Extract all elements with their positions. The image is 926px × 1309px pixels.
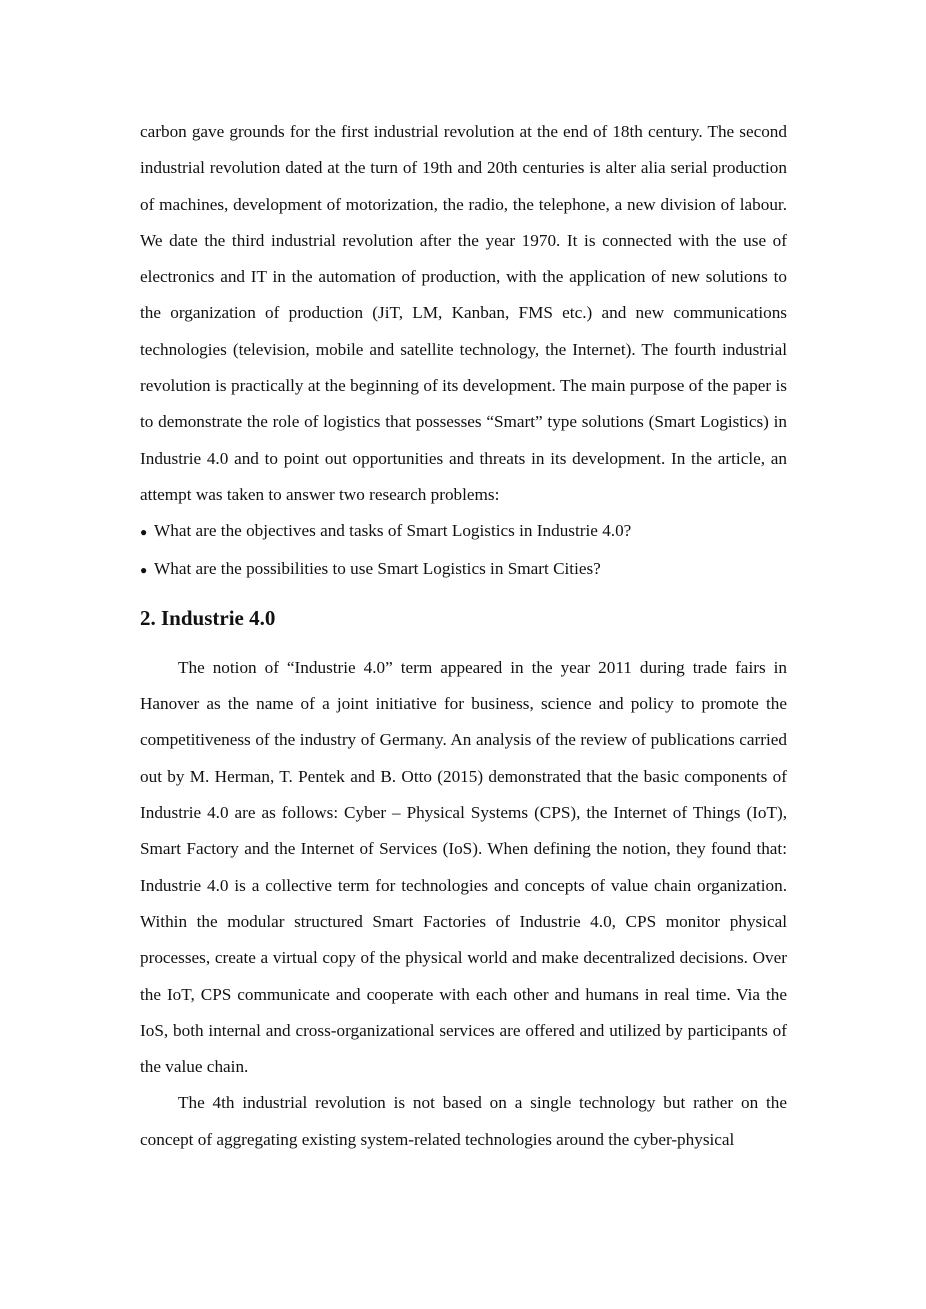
list-item [140,513,787,550]
research-question-1: What are the objectives and tasks of Smart Logistics in Industrie 4.0? [154,521,632,541]
section-paragraph-1: The notion of “Industrie 4.0” term appeared in the year 2011 during trade fairs in Hanover as the name of a joint initiative for business, science and policy to promote the competitiveness of the industry of Germany. An analysis of the review of publications carried out by M. Herman, T. Pentek and B. Otto (2015) demonstrated that the basic components of Industrie 4.0 are as follows: Cyber – Physical Systems (CPS), the Internet of Things (IoT), Smart Factory and the Internet of Services (IoS). When defining the notion, they found that: Industrie 4.0 is a collective term for technologies and concepts of value chain organization. Within the modular structured Smart Factories of Industrie 4.0, CPS monitor physical processes, create a virtual copy of the physical world and make decentralized decisions. Over the IoT, CPS communicate and cooperate with each other and humans in real time. Via the IoS, both internal and cross-organizational services are offered and utilized by participants of the value chain. [140,657,787,1077]
list-item [140,551,787,588]
research-questions-list [140,513,787,588]
section-heading: 2. Industrie 4.0 [140,605,276,630]
bullet-icon: ● [140,562,148,577]
document-page [140,114,787,1158]
intro-paragraph: carbon gave grounds for the first industrial revolution at the end of 18th century. The second industrial revolution dated at the turn of 19th and 20th centuries is alter alia serial production of machines, development of motorization, the radio, the telephone, a new division of labour. We date the third industrial revolution after the year 1970. It is connected with the use of electronics and IT in the automation of production, with the application of new solutions to the organization of production (JiT, LM, Kanban, FMS etc.) and new communications technologies (television, mobile and satellite technology, the Internet). The fourth industrial revolution is practically at the beginning of its development. The main purpose of the paper is to demonstrate the role of logistics that possesses “Smart” type solutions (Smart Logistics) in Industrie 4.0 and to point out opportunities and threats in its development. In the article, an attempt was taken to answer two research problems: [140,122,787,504]
bullet-icon: ● [140,525,148,540]
section-paragraph-2: The 4th industrial revolution is not based on a single technology but rather on the concept of aggregating existing system-related technologies around the cyber-physical [140,1093,787,1149]
research-question-2: What are the possibilities to use Smart Logistics in Smart Cities? [154,558,601,578]
